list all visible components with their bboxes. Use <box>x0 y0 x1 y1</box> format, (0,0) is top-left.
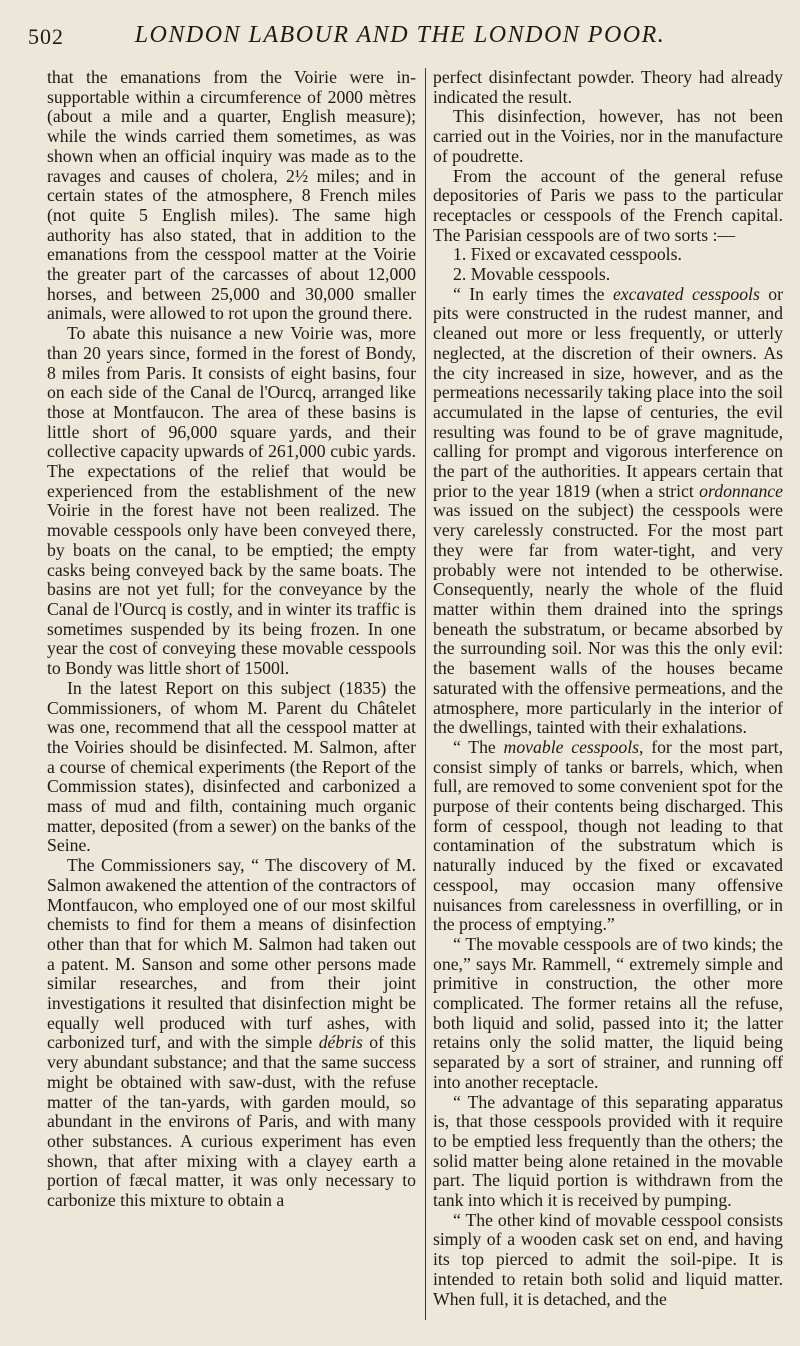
paragraph: “ The movable cesspools are of two kinds; the one,” says Mr. Rammell, “ extremely simple and primitive in construction, the other more complicated. The former retains all the refuse, both liquid and solid, passed into it; the latter retains only the solid matter, the liquid being separated by a sort of strainer, and running off into another receptacle. <box>433 933 783 1092</box>
column-divider <box>425 68 426 1320</box>
left-column <box>47 68 416 1330</box>
paragraph <box>47 856 416 1211</box>
paragraph: “ The other kind of movable cesspool consists simply of a wooden cask set on end, and having its top pierced to admit the soil-pipe. It is intended to retain both solid and liquid matter. When full, it is detached, and the <box>433 1209 783 1309</box>
page-header <box>28 18 772 52</box>
italic-term: excavated cesspools <box>612 283 760 304</box>
paragraph: This disinfection, however, has not been carried out in the Voiries, nor in the manufacture of poudrette. <box>433 106 783 166</box>
right-column <box>433 68 783 1330</box>
text-run: or pits were constructed in the rudest manner, and cleaned out more or less frequently, or utterly neglected, at the discretion of their owners. As the city increased in size, however, and as the permeations necessarily taking place into the soil accumulated in the lapse of centuries, the evil resulting was found to be of grave magnitude, calling for prompt and vigorous interference on the part of the authorities. It appears certain that prior to the year 1819 (when a strict <box>433 283 783 501</box>
paragraph <box>433 285 783 738</box>
page-number: 502 <box>28 24 64 49</box>
paragraph: From the account of the general refuse depositories of Paris we pass to the particular receptacles or cesspools of the French capital. The Parisian cesspools are of two sorts :— <box>433 165 783 245</box>
text-run: “ The <box>453 736 504 757</box>
list-item: 1. Fixed or excavated cesspools. <box>453 244 682 265</box>
list-item: 2. Movable cesspools. <box>453 264 611 285</box>
paragraph: perfect disinfectant powder. Theory had already indicated the result. <box>433 68 783 107</box>
text-run: , for the most part, consist simply of tanks or barrels, which, when full, are removed to some convenient spot for the purpose of their contents being discharged. This form of cesspool, though not leading to that contamination of the substratum which is naturally induced by the fixed or excavated cesspool, may occasion many offensive nuisances from carelessness in overfilling, or in the process of emptying.” <box>433 736 783 935</box>
italic-term: débris <box>318 1032 363 1053</box>
italic-term: movable cesspools <box>503 736 640 757</box>
text-run: The Commissioners say, “ The discovery of M. Salmon awakened the attention of the contractors of Montfaucon, who employed one of our most skilful chemists to find for them a means of disinfection other than that for which M. Salmon had taken out a patent. M. Sanson and some other persons made similar researches, and from their joint investigations it resulted that disinfection might be equally well produced with turf ashes, with carbonized turf, and with the simple <box>47 855 416 1053</box>
paragraph: that the emanations from the Voirie were in-supportable within a circumference of 2000 mètres (about a mile and a quarter, English measure); while the winds carried them sometimes, as was shown when an official inquiry was made as to the ravages and causes of cholera, 2½ miles; and in certain states of the atmosphere, 8 French miles (not quite 5 English miles). The same high authority has also stated, that in addition to the emanations from the cesspool matter at the Voirie the greater part of the carcasses of about 12,000 horses, and between 25,000 and 30,000 smaller animals, were allowed to rot upon the ground there. <box>47 68 416 324</box>
paragraph: In the latest Report on this subject (1835) the Commissioners, of whom M. Parent du Châtelet was one, recommend that all the cesspool matter at the Voiries should be disinfected. M. Salmon, after a course of chemical experiments (the Report of the Commission states), disinfected and carbonized a mass of mud and filth, containing much organic matter, deposited (from a sewer) on the banks of the Seine. <box>47 677 416 856</box>
text-run: of this very abundant substance; and that the same success might be obtained with saw-dust, with the refuse matter of the tan-yards, with garden mould, so abundant in the environs of Paris, and with many other substances. A curious experiment has even shown, that after mixing with a clayey earth a portion of fæcal matter, it was only necessary to carbonize this mixture to obtain a <box>47 1032 416 1211</box>
italic-term: ordonnance <box>699 480 783 501</box>
paragraph <box>433 738 783 935</box>
text-run: “ In early times the <box>453 283 613 304</box>
text-run: was issued on the subject) the cesspools were very carelessly constructed. For the most part they were far from water-tight, and very probably were not intended to be otherwise. Consequently, nearly the whole of the fluid matter within them drained into the springs beneath the substratum, or became absorbed by the surrounding soil. Nor was this the only evil: the basement walls of the houses became saturated with the offensive permeations, and the atmosphere, more particularly in the interior of the dwellings, tainted with their exhalations. <box>433 500 783 738</box>
running-title: LONDON LABOUR AND THE LONDON POOR. <box>134 22 666 48</box>
paragraph: To abate this nuisance a new Voirie was, more than 20 years since, formed in the forest of Bondy, 8 miles from Paris. It consists of eight basins, four on each side of the Canal de l'Ourcq, arranged like those at Montfaucon. The area of these basins is little short of 96,000 square yards, and their collective capacity upwards of 261,000 cubic yards. The expectations of the relief that would be experienced from the establishment of the new Voirie in the forest have not been realized. The movable cesspools only have been conveyed there, by boats on the canal, to be emptied; the empty casks being conveyed back by the same boats. The basins are not yet full; for the conveyance by the Canal de l'Ourcq is costly, and in winter its traffic is sometimes suspended by its being frozen. In one year the cost of conveying these movable cesspools to Bondy was little short of 1500l. <box>47 323 416 679</box>
paragraph: “ The advantage of this separating apparatus is, that those cesspools provided with it require to be emptied less frequently than the others; the solid matter being alone retained in the movable part. The liquid portion is withdrawn from the tank into which it is received by pumping. <box>433 1091 783 1211</box>
